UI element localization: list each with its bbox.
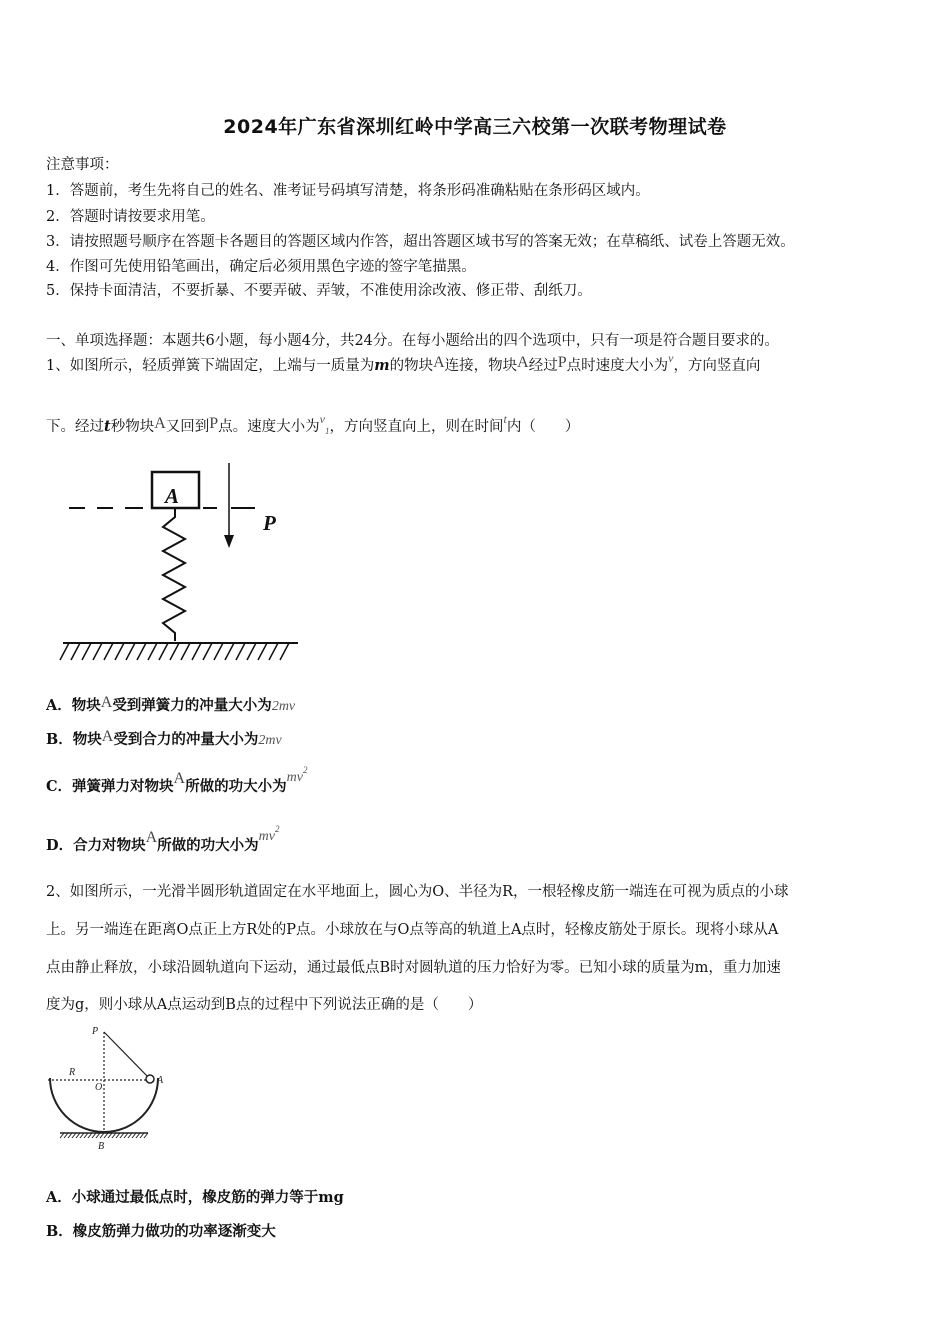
q2-stem-line3: 点由静止释放，小球沿圆轨道向下运动，通过最低点B时对圆轨道的压力恰好为零。已知小球的质量为m，重力加速: [46, 960, 781, 976]
notice-item-3: 3．请按照题号顺序在答题卡各题目的答题区域内作答，超出答题区域书写的答案无效；在草稿纸、试卷上答题无效。: [46, 234, 795, 250]
q1-stem-line1: 1、如图所示，轻质弹簧下端固定，上端与一质量为m的物块A连接，物块A经过P点时速度大小为$^v$，方向竖直向: [46, 351, 761, 374]
ground-hatch: [137, 643, 146, 660]
ground-hatch: [203, 643, 212, 660]
section-heading: 一、单项选择题：本题共6小题，每小题4分，共24分。在每小题给出的四个选项中，只有一项是符合题目要求的。: [46, 333, 779, 349]
ground-hatch: [225, 643, 234, 660]
ground-hatch: [214, 643, 223, 660]
label-o: O: [95, 1082, 103, 1093]
ground-hatch: [82, 643, 91, 660]
ground-hatch: [192, 643, 201, 660]
label-a: A: [157, 1075, 164, 1086]
ground-hatch: [236, 643, 245, 660]
q1-figure: [55, 455, 305, 670]
spring: [163, 508, 185, 641]
point-label: P: [263, 511, 276, 535]
ground-hatch: [148, 643, 157, 660]
label-b: B: [98, 1141, 105, 1152]
q1-stem-line2: 下。经过t秒物块A又回到P点。速度大小为$^v_1$，方向竖直向上，则在时间$^t$内（ ）: [46, 412, 580, 436]
ground-hatch: [170, 643, 179, 660]
ground-hatch: [115, 643, 124, 660]
ground-hatch: [181, 643, 190, 660]
ground-hatch: [93, 643, 102, 660]
ground-hatch: [269, 643, 278, 660]
q2-stem-line1: 2、如图所示，一光滑半圆形轨道固定在水平地面上，圆心为O、半径为R，一根轻橡皮筋一端连在可视为质点的小球: [46, 884, 789, 900]
ball: [146, 1075, 154, 1083]
ground-hatch: [104, 643, 113, 660]
q1-option-d[interactable]: D．合力对物块A所做的功大小为$mv^2$: [46, 824, 280, 854]
ground-hatch: [280, 643, 289, 660]
ground-hatch: [126, 643, 135, 660]
q2-stem-line2: 上。另一端连在距离O点正上方R处的P点。小球放在与O点等高的轨道上A点时，轻橡皮筋处于原长。现将小球从A: [46, 922, 779, 938]
q2-figure: [42, 1022, 172, 1154]
notice-item-2: 2．答题时请按要求用笔。: [46, 209, 215, 225]
q2-option-a[interactable]: A．小球通过最低点时，橡皮筋的弹力等于mg: [46, 1189, 344, 1206]
notice-item-1: 1．答题前，考生先将自己的姓名、准考证号码填写清楚，将条形码准确粘贴在条形码区域内。: [46, 183, 650, 199]
q1-option-a[interactable]: A．物块A受到弹簧力的冲量大小为2mv: [46, 694, 296, 714]
label-r: R: [69, 1067, 76, 1078]
notice-item-4: 4．作图可先使用铅笔画出，确定后必须用黑色字迹的签字笔描黑。: [46, 259, 476, 275]
arrow-down-icon: [224, 535, 234, 548]
page-title: 2024年广东省深圳红岭中学高三六校第一次联考物理试卷: [223, 116, 727, 138]
q2-stem-line4: 度为g，则小球从A点运动到B点的过程中下列说法正确的是（ ）: [46, 997, 483, 1013]
block-label: A: [165, 484, 180, 508]
q1-option-b[interactable]: B．物块A受到合力的冲量大小为2mv: [46, 728, 282, 748]
notice-heading: 注意事项：: [46, 157, 119, 173]
ground-hatch: [247, 643, 256, 660]
ground-hatch: [159, 643, 168, 660]
ground-hatch: [258, 643, 267, 660]
q2-option-b[interactable]: B．橡皮筋弹力做功的功率逐渐变大: [46, 1223, 276, 1240]
rubber-band: [104, 1032, 150, 1079]
ground-hatch: [60, 643, 69, 660]
ground-hatch: [71, 643, 80, 660]
q1-option-c[interactable]: C．弹簧弹力对物块A所做的功大小为$mv^2$: [46, 765, 308, 795]
label-p: P: [92, 1026, 99, 1037]
notice-item-5: 5．保持卡面清洁，不要折暴、不要弄破、弄皱，不准使用涂改液、修正带、刮纸刀。: [46, 283, 592, 299]
